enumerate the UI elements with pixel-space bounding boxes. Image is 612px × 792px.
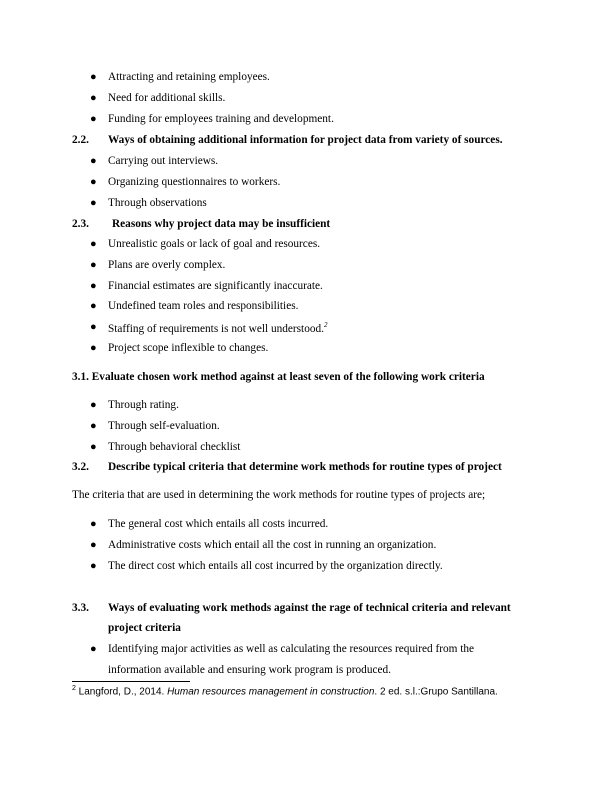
heading-number: 2.3. bbox=[72, 218, 89, 230]
bullet-text-line1: Identifying major activities as well as calculating the resources required from the bbox=[108, 643, 475, 655]
heading-number: 2.2. bbox=[72, 134, 89, 146]
bullet-text: Organizing questionnaires to workers. bbox=[108, 176, 281, 188]
heading-text-line1: Ways of evaluating work methods against the rage of technical criteria and relevant bbox=[108, 602, 511, 614]
bullet-text: Through self-evaluation. bbox=[108, 420, 220, 432]
bullet-text: Through behavioral checklist bbox=[108, 441, 241, 453]
bullet-icon: ● bbox=[90, 280, 97, 292]
bullet-text: Project scope inflexible to changes. bbox=[108, 342, 269, 354]
bullet-icon: ● bbox=[90, 197, 97, 209]
bullet-text-line2: information available and ensuring work program is produced. bbox=[108, 664, 391, 676]
bullet-icon: ● bbox=[90, 155, 97, 167]
bullet-text-body: Staffing of requirements is not well understood. bbox=[108, 322, 324, 335]
bullet-icon: ● bbox=[90, 399, 97, 411]
bullet-icon: ● bbox=[90, 643, 97, 655]
bullet-text: Need for additional skills. bbox=[108, 92, 226, 104]
bullet-icon: ● bbox=[90, 113, 97, 125]
heading-text-line2: project criteria bbox=[108, 622, 181, 634]
bullet-text bbox=[108, 321, 327, 335]
bullet-icon: ● bbox=[90, 300, 97, 312]
paragraph: The criteria that are used in determining the work methods for routine types of projects are; bbox=[72, 489, 486, 501]
bullet-text: The direct cost which entails all cost incurred by the organization directly. bbox=[108, 560, 443, 572]
bullet-text: Administrative costs which entail all the cost in running an organization. bbox=[108, 539, 437, 551]
heading-number: 3.3. bbox=[72, 602, 89, 614]
bullet-icon: ● bbox=[90, 259, 97, 271]
bullet-icon: ● bbox=[90, 539, 97, 551]
bullet-text: Carrying out interviews. bbox=[108, 155, 219, 167]
bullet-icon: ● bbox=[90, 342, 97, 354]
bullet-text: Financial estimates are significantly inaccurate. bbox=[108, 280, 323, 292]
footnote bbox=[72, 685, 498, 697]
bullet-icon: ● bbox=[90, 560, 97, 572]
heading-number: 3.2. bbox=[72, 461, 89, 473]
footnote-separator bbox=[72, 681, 190, 682]
bullet-text: Undefined team roles and responsibilities. bbox=[108, 300, 299, 312]
bullet-icon: ● bbox=[90, 420, 97, 432]
footnote-mark: 2 bbox=[72, 685, 76, 692]
footnote-title: Human resources management in construction bbox=[167, 686, 375, 698]
bullet-icon: ● bbox=[90, 321, 97, 333]
heading-text: Describe typical criteria that determine work methods for routine types of project bbox=[108, 461, 502, 473]
footnote-suffix: . 2 ed. s.l.:Grupo Santillana. bbox=[374, 686, 498, 698]
bullet-icon: ● bbox=[90, 71, 97, 83]
bullet-text: Funding for employees training and development. bbox=[108, 113, 334, 125]
bullet-icon: ● bbox=[90, 238, 97, 250]
heading-text: Reasons why project data may be insufficient bbox=[112, 218, 331, 230]
bullet-text: Unrealistic goals or lack of goal and resources. bbox=[108, 238, 321, 250]
bullet-icon: ● bbox=[90, 176, 97, 188]
footnote-prefix: Langford, D., 2014. bbox=[75, 686, 168, 698]
heading-3-1: 3.1. Evaluate chosen work method against at least seven of the following work criteria bbox=[72, 371, 485, 383]
bullet-text: Through observations bbox=[108, 197, 207, 209]
bullet-text: Plans are overly complex. bbox=[108, 259, 226, 271]
bullet-icon: ● bbox=[90, 441, 97, 453]
bullet-text: Through rating. bbox=[108, 399, 179, 411]
bullet-icon: ● bbox=[90, 518, 97, 530]
bullet-text: The general cost which entails all costs incurred. bbox=[108, 518, 329, 530]
heading-text: Ways of obtaining additional information for project data from variety of sources. bbox=[108, 134, 503, 146]
bullet-icon: ● bbox=[90, 92, 97, 104]
bullet-text: Attracting and retaining employees. bbox=[108, 71, 270, 83]
footnote-reference[interactable]: 2 bbox=[323, 321, 328, 329]
